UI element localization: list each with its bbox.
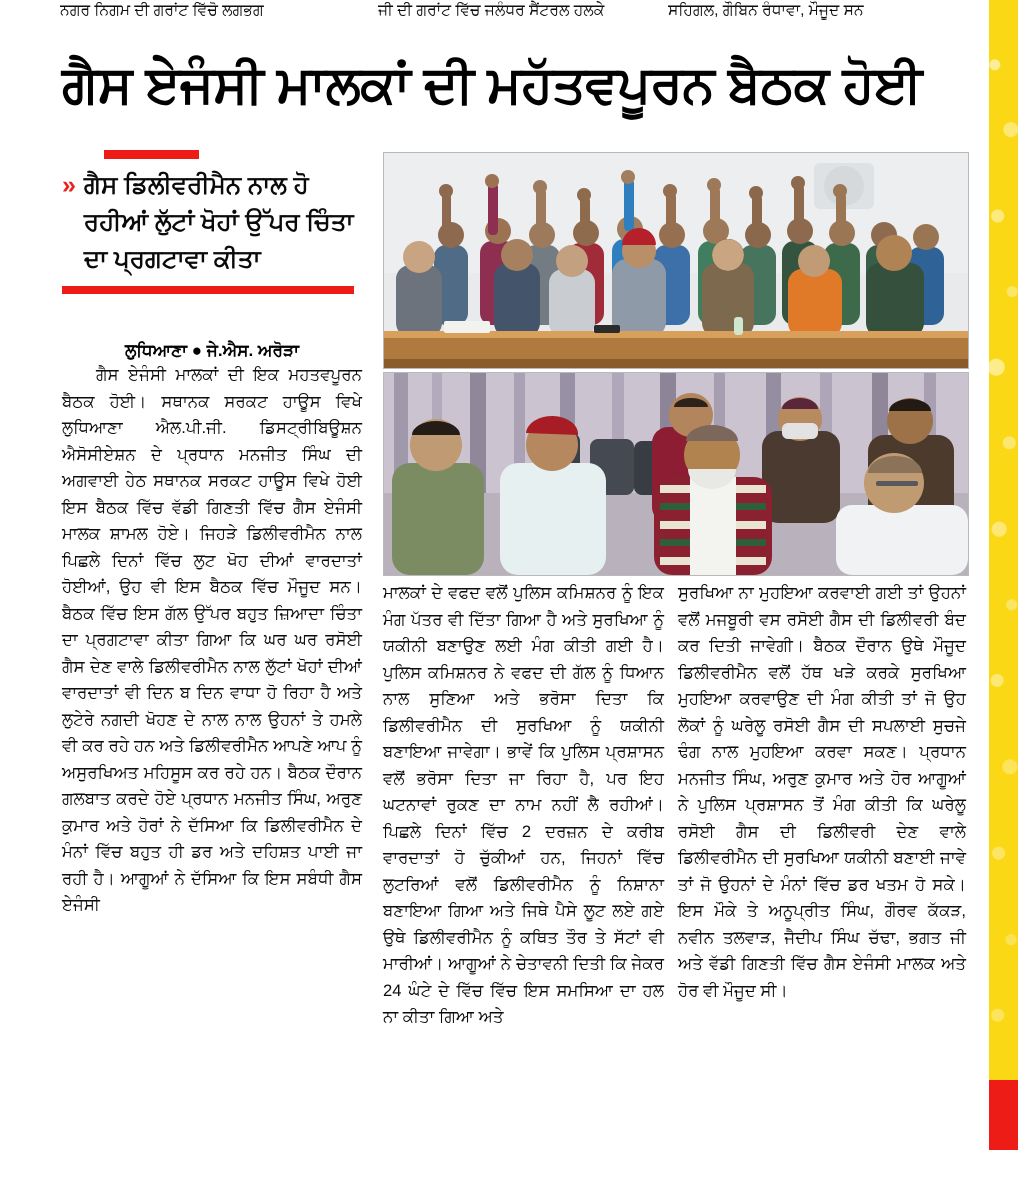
- rail-red-block: [989, 1080, 1018, 1150]
- photo-bottom-graphic: [384, 373, 968, 575]
- body-column-3-text: ਸੁਰਖਿਆ ਨਾ ਮੁਹਇਆ ਕਰਵਾਈ ਗਈ ਤਾਂ ਉਹਨਾਂ ਵਲੋਂ ਮਜਬੂਰੀ ਵਸ ਰਸੋਈ ਗੈਸ ਦੀ ਡਿਲੀਵਰੀ ਬੰਦ ਕਰ ਦਿਤੀ ਜਾਵੇਗੀ। ਬੈਠਕ ਦੌਰਾਨ ਉਥੇ ਮੌਜੂਦ ਡਿਲੀਵਰੀਮੈਨ ਵਲੋਂ ਹੱਥ ਖੜੇ ਕਰਕੇ ਸੁਰਖਿਆ ਮੁਹਇਆ ਕਰਵਾਉਣ ਦੀ ਮੰਗ ਕੀਤੀ ਤਾਂ ਜੋ ਉਹ ਲੋਕਾਂ ਨੂੰ ਘਰੇਲੂ ਰਸੋਈ ਗੈਸ ਦੀ ਸਪਲਾਈ ਸੁਚਜੇ ਢੰਗ ਨਾਲ ਮੁਹਇਆ ਕਰਵਾ ਸਕਣ। ਪ੍ਰਧਾਨ ਮਨਜੀਤ ਸਿੰਘ, ਅਰੁਣ ਕੁਮਾਰ ਅਤੇ ਹੋਰ ਆਗੂਆਂ ਨੇ ਪੁਲਿਸ ਪ੍ਰਸ਼ਾਸਨ ਤੋਂ ਮੰਗ ਕੀਤੀ ਕਿ ਘਰੇਲੂ ਰਸੋਈ ਗੈਸ ਦੀ ਡਿਲੀਵਰੀ ਦੇਣ ਵਾਲੇ ਡਿਲੀਵਰੀਮੈਨ ਦੀ ਸੁਰਖਿਆ ਯਕੀਨੀ ਬਣਾਈ ਜਾਵੇ ਤਾਂ ਜੋ ਉਹਨਾਂ ਦੇ ਮੰਨਾਂ ਵਿੱਚ ਡਰ ਖਤਮ ਹੋ ਸਕੇ। ਇਸ ਮੌਕੇ ਤੇ ਅਨੂਪ੍ਰੀਤ ਸਿੰਘ, ਗੌਰਵ ਕੱਕੜ, ਨਵੀਨ ਤਲਵਾੜ, ਜੈਦੀਪ ਸਿੰਘ ਚੱਢਾ, ਭਗਤ ਜੀ ਅਤੇ ਵੱਡੀ ਗਿਣਤੀ ਵਿੱਚ ਗੈਸ ਏਜੰਸੀ ਮਾਲਕ ਅਤੇ ਹੋਰ ਵੀ ਮੌਜੂਦ ਸੀ।: [678, 583, 966, 1000]
- kicker-bottom-rule: [62, 286, 354, 294]
- body-column-3: [678, 580, 966, 1132]
- kicker-top-rule: [104, 150, 199, 159]
- body-column-2-text: ਮਾਲਕਾਂ ਦੇ ਵਫਦ ਵਲੋਂ ਪੁਲਿਸ ਕਮਿਸ਼ਨਰ ਨੂੰ ਇਕ ਮੰਗ ਪੱਤਰ ਵੀ ਦਿੱਤਾ ਗਿਆ ਹੈ ਅਤੇ ਸੁਰਖਿਆ ਨੂੰ ਯਕੀਨੀ ਬਣਾਉਣ ਲਈ ਮੰਗ ਕੀਤੀ ਗਈ ਹੈ। ਪੁਲਿਸ ਕਮਿਸ਼ਨਰ ਨੇ ਵਫਦ ਦੀ ਗੱਲ ਨੂੰ ਧਿਆਨ ਨਾਲ ਸੁਣਿਆ ਅਤੇ ਭਰੋਸਾ ਦਿਤਾ ਕਿ ਡਿਲੀਵਰੀਮੈਨ ਦੀ ਸੁਰਖਿਆ ਨੂੰ ਯਕੀਨੀ ਬਣਾਇਆ ਜਾਵੇਗਾ। ਭਾਵੇਂ ਕਿ ਪੁਲਿਸ ਪ੍ਰਸ਼ਾਸਨ ਵਲੋਂ ਭਰੋਸਾ ਦਿਤਾ ਜਾ ਰਿਹਾ ਹੈ, ਪਰ ਇਹ ਘਟਨਾਵਾਂ ਰੁਕਣ ਦਾ ਨਾਮ ਨਹੀਂ ਲੈ ਰਹੀਆਂ। ਪਿਛਲੇ ਦਿਨਾਂ ਵਿੱਚ 2 ਦਰਜ਼ਨ ਦੇ ਕਰੀਬ ਵਾਰਦਾਤਾਂ ਹੋ ਚੁੱਕੀਆਂ ਹਨ, ਜਿਹਨਾਂ ਵਿੱਚ ਲੁਟਰਿਆਂ ਵਲੋਂ ਡਿਲੀਵਰੀਮੈਨ ਨੂੰ ਨਿਸ਼ਾਨਾ ਬਣਾਇਆ ਗਿਆ ਅਤੇ ਜਿਥੇ ਪੈਸੇ ਲੂਟ ਲਏ ਗਏ ਉਥੇ ਡਿਲੀਵਰੀਮੈਨ ਨੂੰ ਕਥਿਤ ਤੌਰ ਤੇ ਸੱਟਾਂ ਵੀ ਮਾਰੀਆਂ। ਆਗੂਆਂ ਨੇ ਚੇਤਾਵਨੀ ਦਿਤੀ ਕਿ ਜੇਕਰ 24 ਘੰਟੇ ਦੇ ਵਿੱਚ ਵਿੱਚ ਇਸ ਸਮਸਿਆ ਦਾ ਹਲ ਨਾ ਕੀਤਾ ਗਿਆ ਅਤੇ: [383, 583, 664, 1026]
- kicker-block: [62, 150, 362, 294]
- rail-yellow-ornament: [989, 0, 1018, 1080]
- body-column-1-text: ਗੈਸ ਏਜੰਸੀ ਮਾਲਕਾਂ ਦੀ ਇਕ ਮਹਤਵਪੂਰਨ ਬੈਠਕ ਹੋਈ। ਸਥਾਨਕ ਸਰਕਟ ਹਾਊਸ ਵਿਖੇ ਲੁਧਿਆਣਾ ਐਲ.ਪੀ.ਜੀ. ਡਿਸਟ੍ਰੀਬਿਊਸ਼ਨ ਐਸੋਸੀਏਸ਼ਨ ਦੇ ਪ੍ਰਧਾਨ ਮਨਜੀਤ ਸਿੰਘ ਦੀ ਅਗਵਾਈ ਹੇਠ ਸਥਾਨਕ ਸਰਕਟ ਹਾਊਸ ਵਿਖੇ ਹੋਈ ਇਸ ਬੈਠਕ ਵਿੱਚ ਵੱਡੀ ਗਿਣਤੀ ਵਿੱਚ ਗੈਸ ਏਜੰਸੀ ਮਾਲਕ ਸ਼ਾਮਲ ਹੋਏ। ਜਿਹੜੇ ਡਿਲੀਵਰੀਮੈਨ ਨਾਲ ਪਿਛਲੇ ਦਿਨਾਂ ਵਿੱਚ ਲੁਟ ਖੋਹ ਦੀਆਂ ਵਾਰਦਾਤਾਂ ਹੋਈਆਂ, ਉਹ ਵੀ ਇਸ ਬੈਠਕ ਵਿੱਚ ਮੌਜੂਦ ਸਨ। ਬੈਠਕ ਵਿੱਚ ਇਸ ਗੱਲ ਉੱਪਰ ਬਹੁਤ ਜ਼ਿਆਦਾ ਚਿੰਤਾ ਦਾ ਪ੍ਰਗਟਾਵਾ ਕੀਤਾ ਗਿਆ ਕਿ ਘਰ ਘਰ ਰਸੋਈ ਗੈਸ ਦੇਣ ਵਾਲੇ ਡਿਲੀਵਰੀਮੈਨ ਨਾਲ ਲੁੱਟਾਂ ਖੋਹਾਂ ਦੀਆਂ ਵਾਰਦਾਤਾਂ ਵੀ ਦਿਨ ਬ ਦਿਨ ਵਾਧਾ ਹੋ ਰਿਹਾ ਹੈ ਅਤੇ ਲੁਟੇਰੇ ਨਗਦੀ ਖੋਹਣ ਦੇ ਨਾਲ ਨਾਲ ਉਹਨਾਂ ਤੇ ਹਮਲੇ ਵੀ ਕਰ ਰਹੇ ਹਨ ਅਤੇ ਡਿਲੀਵਰੀਮੈਨ ਆਪਣੇ ਆਪ ਨੂੰ ਅਸੁਰਖਿਅਤ ਮਹਿਸੂਸ ਕਰ ਰਹੇ ਹਨ। ਬੈਠਕ ਦੌਰਾਨ ਗਲਬਾਤ ਕਰਦੇ ਹੋਏ ਪ੍ਰਧਾਨ ਮਨਜੀਤ ਸਿੰਘ, ਅਰੁਣ ਕੁਮਾਰ ਅਤੇ ਹੋਰਾਂ ਨੇ ਦੱਸਿਆ ਕਿ ਡਿਲੀਵਰੀਮੈਨ ਦੇ ਮੰਨਾਂ ਵਿੱਚ ਬਹੁਤ ਹੀ ਡਰ ਅਤੇ ਦਹਿਸ਼ਤ ਪਾਈ ਜਾ ਰਹੀ ਹੈ। ਆਗੂਆਂ ਨੇ ਦੱਸਿਆ ਕਿ ਇਸ ਸਬੰਧੀ ਗੈਸ ਏਜੰਸੀ: [62, 365, 362, 914]
- photo-bottom: [383, 372, 969, 576]
- body-column-1: [62, 362, 362, 1132]
- kicker-text: ਗੈਸ ਡਿਲੀਵਰੀਮੈਨ ਨਾਲ ਹੋ ਰਹੀਆਂ ਲੁੱਟਾਂ ਖੋਹਾਂ ਉੱਪਰ ਚਿੰਤਾ ਦਾ ਪ੍ਰਗਟਾਵਾ ਕੀਤਾ: [83, 172, 354, 273]
- photo-top-graphic: [384, 153, 968, 368]
- decorative-right-rail: [976, 0, 1018, 1177]
- byline: ਲੁਧਿਆਣਾ ● ਜੇ.ਐਸ. ਅਰੋੜਾ: [124, 341, 300, 360]
- photo-top: [383, 152, 969, 369]
- top-strip-fragment-2: ਜੀ ਦੀ ਗਰਾਂਟ ਵਿੱਚ ਜਲੰਧਰ ਸੈਂਟਰਲ ਹਲਕੇ: [378, 2, 605, 19]
- double-chevron-icon: »: [62, 171, 76, 199]
- top-strip-fragment-1: ਨਗਰ ਨਿਗਮ ਦੀ ਗਰਾਂਟ ਵਿੱਚੋ ਲਗਭਗ: [60, 2, 264, 19]
- top-truncated-strip: [60, 0, 965, 34]
- article-headline: ਗੈਸ ਏਜੰਸੀ ਮਾਲਕਾਂ ਦੀ ਮਹੱਤਵਪੂਰਨ ਬੈਠਕ ਹੋਈ: [62, 56, 922, 114]
- top-strip-fragment-3: ਸਹਿਗਲ, ਗੌਬਿਨ ਰੰਧਾਵਾ, ਮੌਜੂਦ ਸਨ: [668, 2, 864, 19]
- body-column-2: [383, 580, 664, 1132]
